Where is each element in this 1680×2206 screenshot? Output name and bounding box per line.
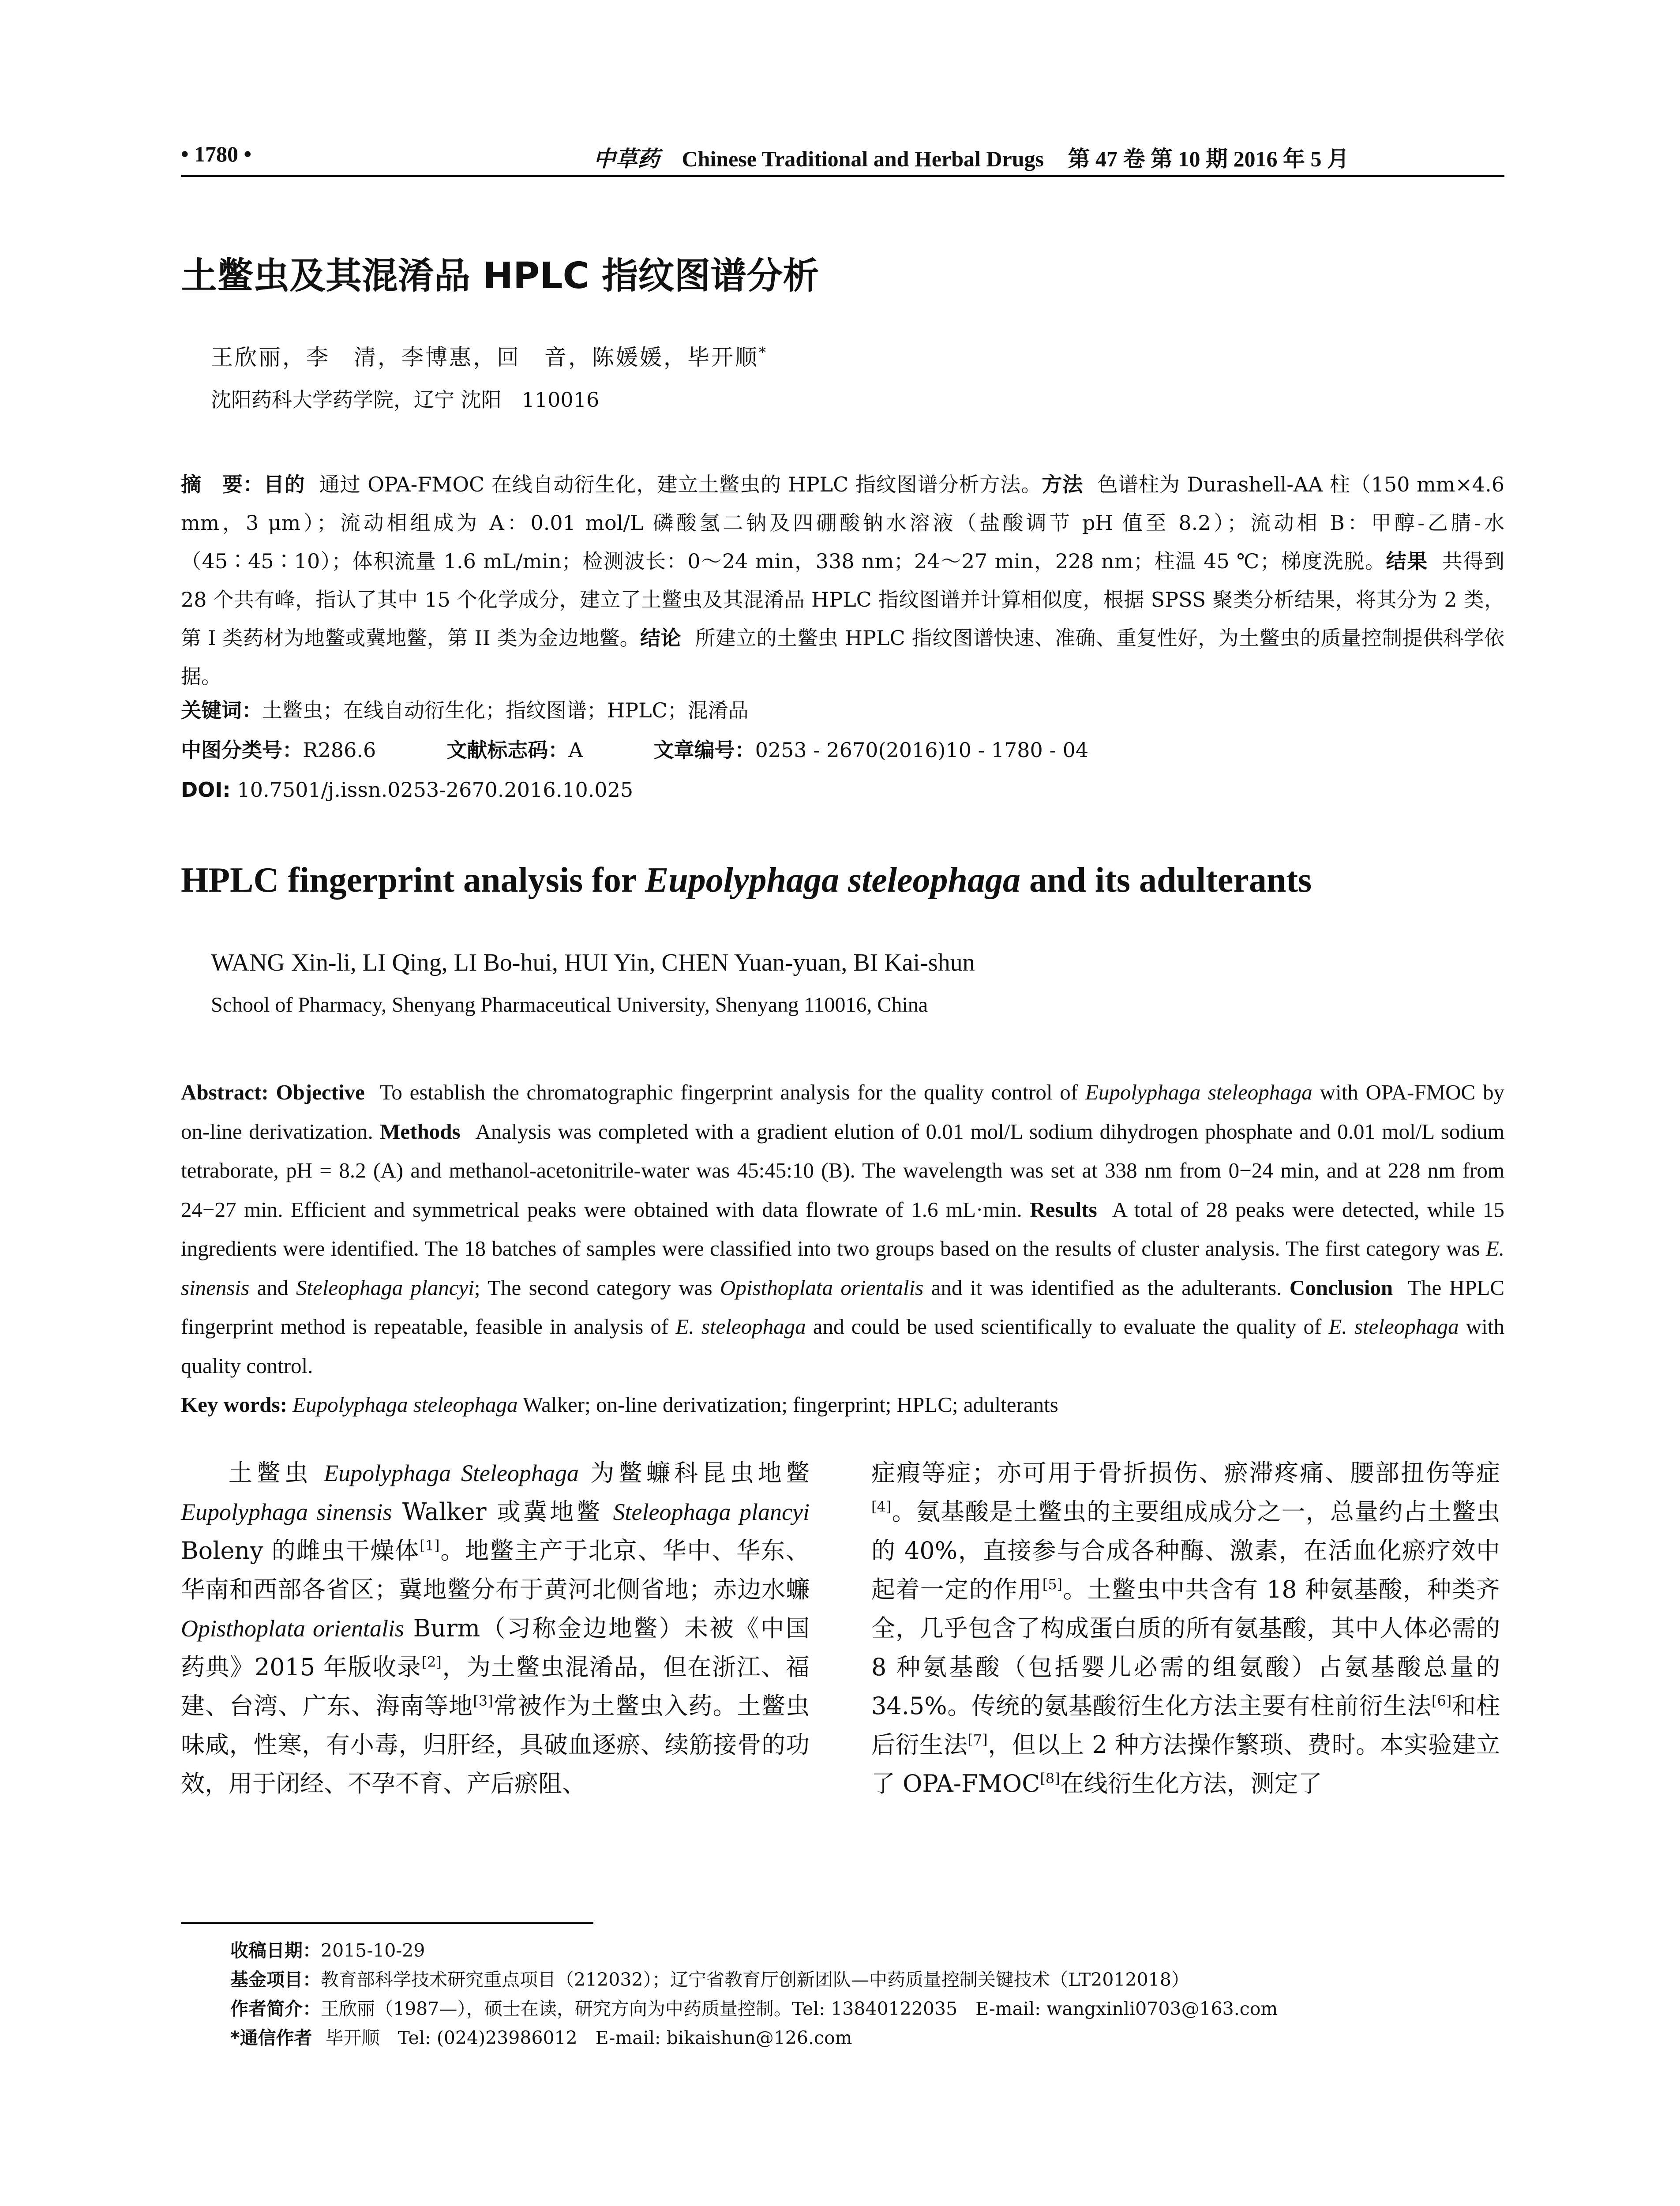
footnote-text: 毕开顺 Tel: (024)23986012 E-mail: bikaishun@126.com (325, 2027, 852, 2048)
authors-cn (211, 340, 768, 371)
running-header (181, 139, 1504, 177)
citation-ref: [1] (420, 1537, 440, 1554)
keywords-en-rest: Walker; on-line derivatization; fingerprint; HPLC; adulterants (518, 1392, 1058, 1417)
abstract-en-label: Abstract: Objective (181, 1080, 365, 1104)
doi-line (181, 774, 1504, 805)
conclusion-label-cn: 结论 (640, 626, 681, 650)
keywords-cn (181, 695, 1504, 726)
species-name: Opisthoplata orientalis (181, 1615, 404, 1642)
citation-ref: [7] (968, 1731, 988, 1748)
abstract-cn (181, 465, 1504, 696)
footnote-text: 教育部科学技术研究重点项目（212032）；辽宁省教育厅创新团队—中药质量控制关键技术（LT2012018） (321, 1969, 1189, 1990)
objective-en-species: Eupolyphaga steleophaga (1085, 1080, 1312, 1104)
corresponding-mark: * (759, 344, 768, 361)
affiliation-cn: 沈阳药科大学药学院，辽宁 沈阳 110016 (211, 388, 600, 412)
body-text: 。土鳖虫中共含有 18 种氨基酸，种类齐全，几乎包含了构成蛋白质的所有氨基酸，其中人体必需的 8 种氨基酸（包括婴儿必需的组氨酸）占氨基酸总量的 34.5%。传统的氨基酸衍生化方法主要有柱前衍生法 (871, 1576, 1500, 1720)
results-cn: 共得到 28 个共有峰，指认了其中 15 个化学成分，建立了土鳖虫及其混淆品 HPLC 指纹图谱并计算相似度，根据 SPSS 聚类分析结果，将其分为 2 类，第 I 类药材为地鳖或冀地鳖，第 II 类为金边地鳖。 (181, 549, 1504, 650)
authors-en: WANG Xin-li, LI Qing, LI Bo-hui, HUI Yin, CHEN Yuan-yuan, BI Kai-shun (211, 949, 975, 976)
footnote-text: 2015-10-29 (321, 1940, 425, 1961)
keywords-cn-label: 关键词： (181, 698, 262, 722)
citation-ref: [2] (421, 1654, 442, 1670)
authors-cn-names: 王欣丽，李 清，李博惠，回 音，陈媛媛，毕开顺 (211, 345, 759, 370)
clc-label: 中图分类号： (181, 738, 303, 762)
results-en-1: A total of 28 peaks were detected, while 15 ingredients were identified. The 18 batches of samples were classified into two groups based on the results of cluster analysis. The first category was (181, 1197, 1505, 1261)
title-en-part2: and its adulterants (1020, 861, 1312, 900)
footnote-label: 收稿日期： (230, 1940, 321, 1961)
body-text: 为鳖蠊科昆虫地鳖 (578, 1459, 810, 1487)
keywords-en-label: Key words: (181, 1392, 287, 1417)
title-en-species: Eupolyphaga steleophaga (645, 861, 1021, 900)
abstract-cn-label: 摘 要： (181, 473, 264, 496)
body-text: 。地鳖主产于北京、华中、华东、华南和西部各省区；冀地鳖分布于黄河北侧省地；赤边水蠊 (181, 1537, 810, 1603)
citation-ref: [8] (1040, 1770, 1060, 1787)
article-title-en (181, 860, 1312, 900)
affiliation-en: School of Pharmacy, Shenyang Pharmaceutical University, Shenyang 110016, China (211, 993, 928, 1017)
objective-en-post: with OPA-FMOC by on-line derivatization. (181, 1080, 1504, 1144)
doi-label: DOI: (181, 778, 231, 802)
citation-ref: [6] (1431, 1692, 1452, 1709)
citation-ref: [5] (1042, 1576, 1063, 1593)
objective-cn: 通过 OPA-FMOC 在线自动衍生化，建立土鳖虫的 HPLC 指纹图谱分析方法。 (319, 473, 1042, 496)
footnote-author (230, 1994, 1510, 2023)
footnote-received (230, 1936, 1510, 1965)
doc-code-label: 文献标志码： (446, 738, 569, 762)
keywords-en-species: Eupolyphaga steleophaga (292, 1392, 518, 1417)
journal-name-cn: 中草药 (593, 146, 660, 171)
doc-code-value: A (568, 738, 583, 762)
objective-en: To establish the chromatographic fingerprint analysis for the quality control of (379, 1080, 1085, 1104)
doi-value: 10.7501/j.issn.0253-2670.2016.10.025 (237, 778, 634, 802)
citation-ref: [4] (871, 1498, 892, 1515)
body-text: 。氨基酸是土鳖虫的主要组成成分之一，总量约占土鳖虫的 40%，直接参与合成各种酶、激素，在活血化瘀疗效中起着一定的作用 (871, 1498, 1500, 1603)
footnote-fund (230, 1965, 1510, 1994)
methods-cn: 色谱柱为 Durashell-AA 柱（150 mm×4.6 mm，3 μm）；流动相组成为 A：0.01 mol/L 磷酸氢二钠及四硼酸钠水溶液（盐酸调节 pH 值至 8.2）；流动相 B：甲醇-乙腈-水（45∶45∶10）；体积流量 1.6 mL/min；检测波长：0～24 min，338 nm；24～27 min，228 nm；柱温 45 ℃；梯度洗脱。 (181, 473, 1505, 573)
journal-info (593, 141, 1349, 173)
methods-label-en: Methods (380, 1119, 461, 1144)
citation-ref: [3] (473, 1692, 493, 1709)
body-text: Boleny 的雌虫干燥体 (181, 1537, 420, 1564)
body-column-right (871, 1454, 1500, 1803)
keywords-cn-value: 土鳖虫；在线自动衍生化；指纹图谱；HPLC；混淆品 (262, 698, 749, 722)
species-name: Eupolyphaga sinensis (181, 1499, 392, 1525)
body-text: Burm（习称金边地鳖）未被《中国药典》2015 年版收录 (181, 1614, 810, 1681)
results-en-species-2: Steleophaga plancyi (296, 1275, 474, 1300)
article-no-label: 文章编号： (653, 738, 755, 762)
clc-value: R286.6 (303, 738, 376, 762)
body-text: 症瘕等症；亦可用于骨折损伤、瘀滞疼痛、腰部扭伤等症 (871, 1459, 1500, 1487)
species-name: Steleophaga plancyi (613, 1499, 810, 1525)
body-text: 和柱后衍生法 (871, 1692, 1500, 1759)
body-text: 在线衍生化方法，测定了 (1060, 1770, 1322, 1797)
article-title-cn: 土鳖虫及其混淆品 HPLC 指纹图谱分析 (181, 255, 819, 297)
results-en-4: and it was identified as the adulterants. (923, 1275, 1282, 1300)
page-number: • 1780 • (181, 142, 252, 166)
journal-name-en: Chinese Traditional and Herbal Drugs (682, 146, 1044, 171)
title-en-part1: HPLC fingerprint analysis for (181, 861, 645, 900)
methods-en: Analysis was completed with a gradient elution of 0.01 mol/L sodium dihydrogen phosphate and 0.01 mol/L sodium tetraborate, pH = 8.2 (A) and methanol-acetonitrile-water was 45:45:10 (B). The wavelength was set at 338 nm from 0−24 min, and at 228 nm from 24−27 min. Efficient and symmetrical peaks were obtained with data flowrate of 1.6 mL·min. (181, 1119, 1504, 1222)
footnotes (230, 1936, 1510, 2052)
footnote-label: 基金项目： (230, 1969, 321, 1990)
body-text: Walker 或冀地鳖 (392, 1498, 613, 1526)
body-column-left (181, 1454, 810, 1803)
body-paragraph (871, 1454, 1500, 1803)
footnote-label: 作者简介： (230, 1998, 321, 2019)
body-paragraph (181, 1454, 810, 1803)
classification-line (181, 735, 1504, 765)
conclusion-label-en: Conclusion (1289, 1275, 1393, 1300)
results-label-en: Results (1030, 1197, 1097, 1222)
conclusion-en-1: The HPLC fingerprint method is repeatable, feasible in analysis of (181, 1275, 1505, 1339)
results-en-3: ; The second category was (474, 1275, 720, 1300)
objective-label-cn: 目的 (263, 473, 305, 496)
results-en-species-1: E. sinensis (181, 1236, 1504, 1300)
conclusion-en-species-1: E. steleophaga (675, 1314, 806, 1339)
article-no-value: 0253 - 2670(2016)10 - 1780 - 04 (755, 738, 1089, 762)
abstract-en (181, 1073, 1504, 1425)
conclusion-cn: 所建立的土鳖虫 HPLC 指纹图谱快速、准确、重复性好，为土鳖虫的质量控制提供科学依据。 (181, 626, 1504, 688)
body-text: ，为土鳖虫混淆品，但在浙江、福建、台湾、广东、海南等地 (181, 1653, 810, 1720)
results-en-2: and (249, 1275, 296, 1300)
conclusion-en-3: with quality control. (181, 1314, 1504, 1378)
conclusion-en-species-2: E. steleophaga (1328, 1314, 1459, 1339)
footnote-label: *通信作者 (230, 2027, 312, 2048)
body-text: ，但以上 2 种方法操作繁琐、费时。本实验建立了 OPA-FMOC (871, 1731, 1500, 1797)
volume-issue: 第 47 卷 第 10 期 2016 年 5 月 (1068, 146, 1349, 171)
methods-label-cn: 方法 (1042, 473, 1084, 496)
species-name: Eupolyphaga Steleophaga (324, 1460, 579, 1486)
footnote-corresponding (230, 2023, 1510, 2052)
results-label-cn: 结果 (1386, 549, 1428, 573)
body-text: 土鳖虫 (229, 1459, 324, 1487)
results-en-species-3: Opisthoplata orientalis (720, 1275, 924, 1300)
conclusion-en-2: and could be used scientifically to evaluate the quality of (806, 1314, 1329, 1339)
footnote-text: 王欣丽（1987—），硕士在读，研究方向为中药质量控制。Tel: 13840122035 E-mail: wangxinli0703@163.com (321, 1998, 1278, 2019)
footnote-divider (181, 1922, 593, 1924)
body-text: 常被作为土鳖虫入药。土鳖虫味咸，性寒，有小毒，归肝经，具破血逐瘀、续筋接骨的功效，用于闭经、不孕不育、产后瘀阻、 (181, 1692, 810, 1797)
